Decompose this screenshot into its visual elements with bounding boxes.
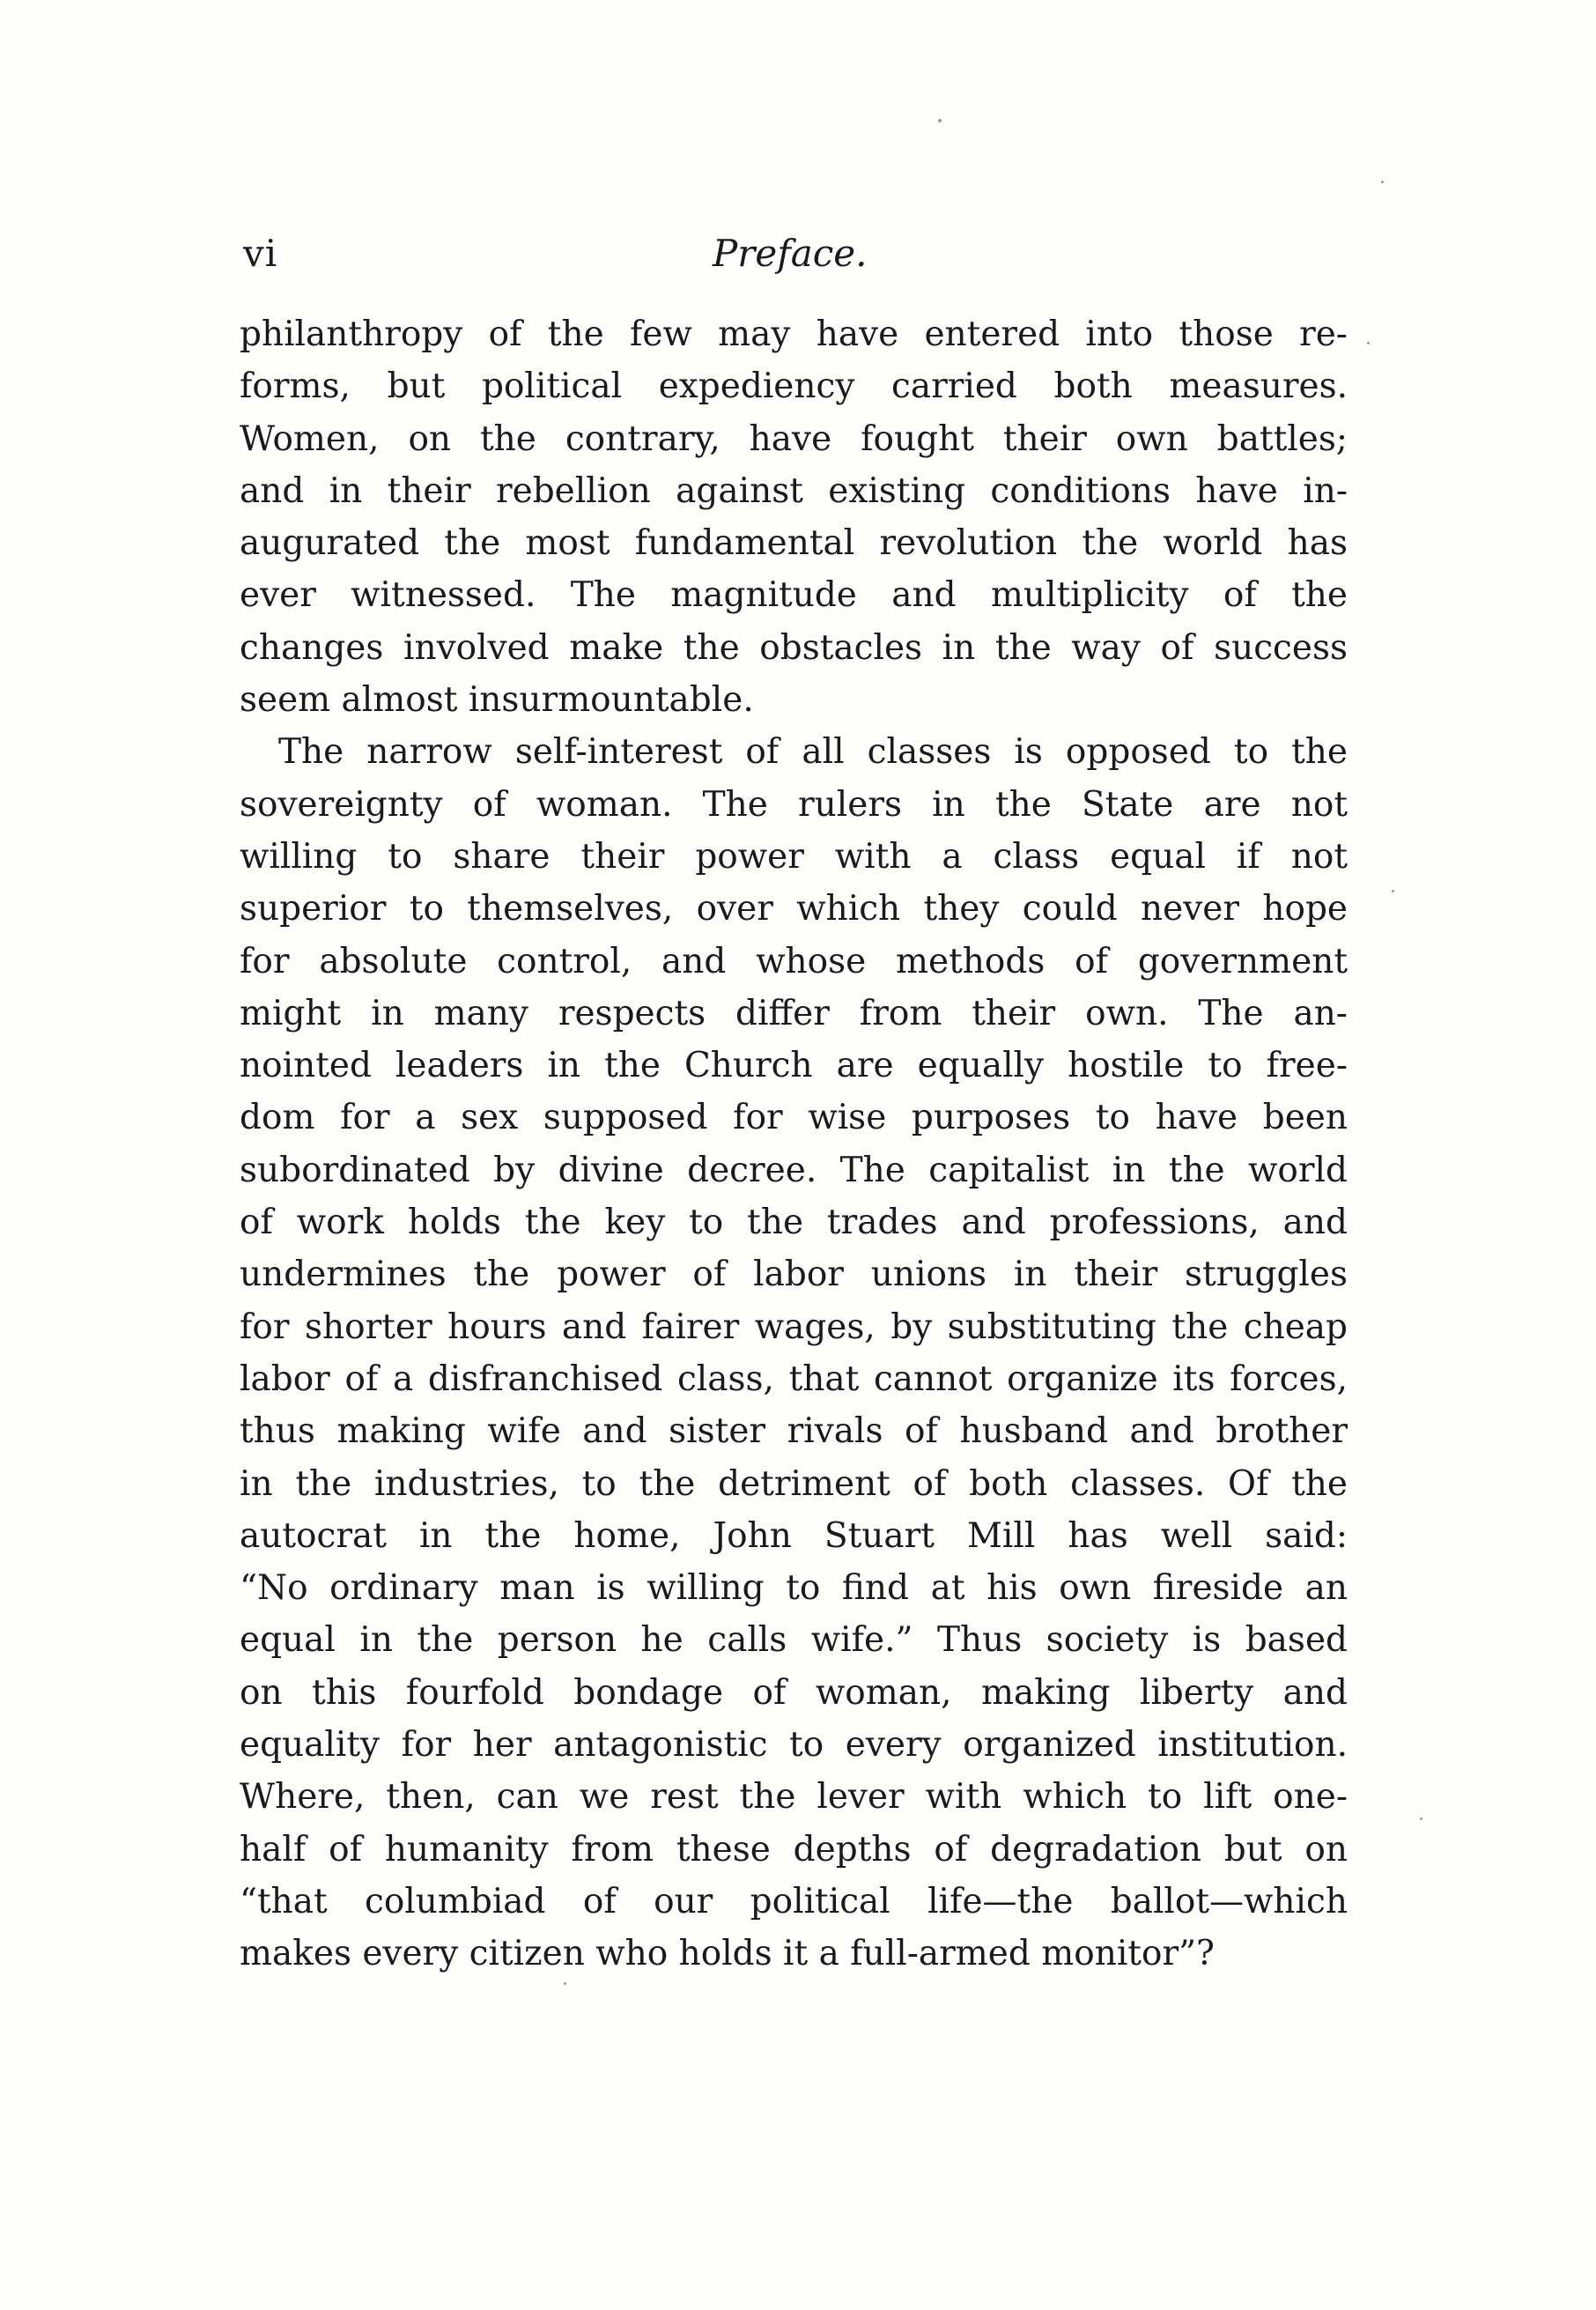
text-line: equal in the person he calls wife.” Thus society is based [240, 1620, 1348, 1661]
text-line: subordinated by divine decree. The capitalist in the world [240, 1150, 1348, 1190]
page-header [240, 222, 1348, 284]
text-line: labor of a disfranchised class, that cannot organize its forces, [240, 1359, 1348, 1399]
text-line: equality for her antagonistic to every organized institution. [240, 1725, 1348, 1766]
text-line: Where, then, can we rest the lever with which to lift one- [240, 1777, 1348, 1818]
print-speck [938, 119, 942, 122]
text-line: of work holds the key to the trades and professions, and [240, 1203, 1348, 1243]
print-speck [1381, 181, 1384, 183]
text-line: half of humanity from these depths of degradation but on [240, 1829, 1348, 1869]
text-line: The narrow self-interest of all classes is opposed to the [278, 732, 1348, 773]
text-line: for absolute control, and whose methods of government [240, 941, 1348, 981]
print-speck [1392, 890, 1394, 892]
text-line: nointed leaders in the Church are equally hostile to free- [240, 1046, 1348, 1086]
paragraph-1 [240, 308, 1348, 726]
text-line: in the industries, to the detriment of both classes. Of the [240, 1463, 1348, 1504]
print-speck [1367, 342, 1370, 344]
text-line: seem almost insurmountable. [240, 680, 754, 721]
body-text [240, 308, 1348, 1981]
text-line: undermines the power of labor unions in their struggles [240, 1255, 1348, 1295]
text-line: ever witnessed. The magnitude and multiplicity of the [240, 575, 1348, 616]
text-line: changes involved make the obstacles in the way of success [240, 627, 1348, 668]
print-speck [564, 1982, 566, 1985]
text-line: might in many respects differ from their own. The an- [240, 993, 1348, 1033]
paragraph-2 [240, 726, 1348, 1980]
text-line: dom for a sex supposed for wise purposes to have been [240, 1098, 1348, 1138]
print-speck [1420, 1818, 1422, 1820]
text-line: autocrat in the home, John Stuart Mill has well said: [240, 1515, 1348, 1556]
text-line: superior to themselves, over which they could never hope [240, 889, 1348, 929]
text-line: forms, but political expediency carried both measures. [240, 366, 1348, 407]
text-line: on this fourfold bondage of woman, making liberty and [240, 1672, 1348, 1713]
page-number: vi [243, 232, 278, 275]
text-line: for shorter hours and fairer wages, by substituting the cheap [240, 1307, 1348, 1347]
text-line: augurated the most fundamental revolution the world has [240, 523, 1348, 564]
text-line: makes every citizen who holds it a full-armed monitor”? [240, 1934, 1215, 1974]
text-line: thus making wife and sister rivals of husband and brother [240, 1411, 1348, 1452]
text-line: and in their rebellion against existing conditions have in- [240, 470, 1348, 511]
running-head: Preface. [713, 232, 868, 275]
text-line: “No ordinary man is willing to find at his own fireside an [240, 1568, 1348, 1609]
text-line: willing to share their power with a class equal if not [240, 836, 1348, 877]
text-line: Women, on the contrary, have fought their own battles; [240, 418, 1348, 459]
text-line: sovereignty of woman. The rulers in the State are not [240, 784, 1348, 825]
text-line: philanthropy of the few may have entered into those re- [240, 315, 1348, 354]
text-line: “that columbiad of our political life—the ballot—which [240, 1881, 1348, 1921]
